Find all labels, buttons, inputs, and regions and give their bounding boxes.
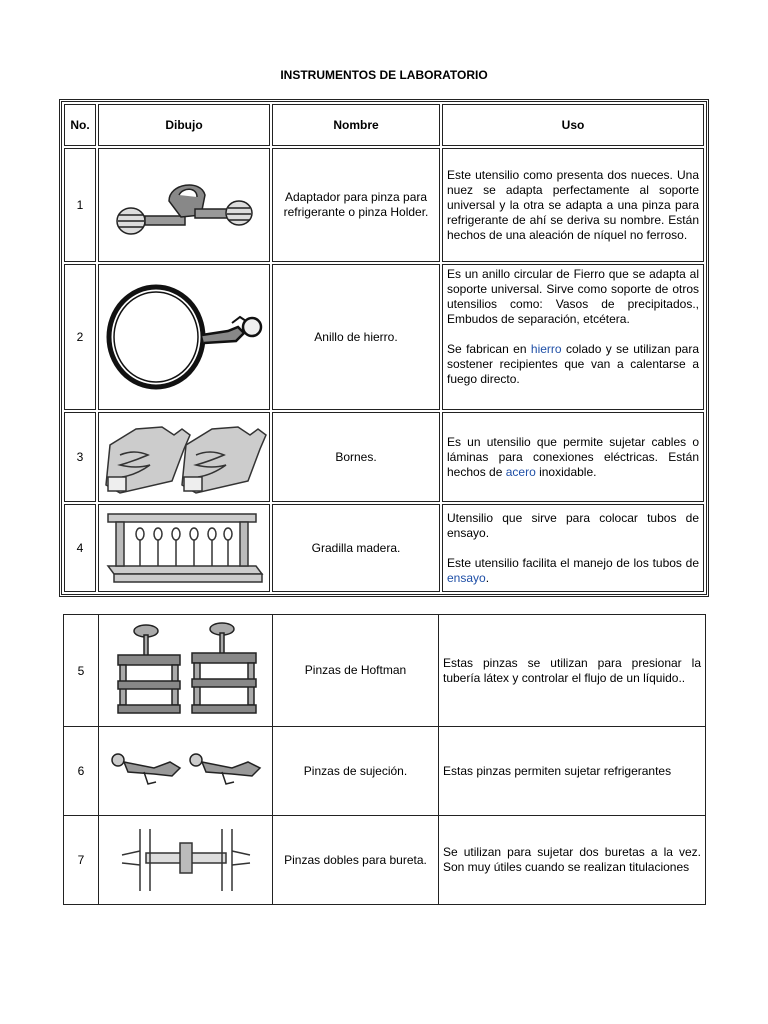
double-burette-clamp-icon [99, 816, 273, 905]
hoffman-clamps-icon [99, 615, 273, 727]
link-ensayo[interactable]: ensayo [447, 570, 486, 585]
table-row [64, 615, 706, 727]
table-row [64, 504, 704, 592]
instrument-name: Pinzas dobles para bureta. [273, 816, 439, 905]
terminal-clamps-icon [98, 412, 270, 502]
table-row [64, 727, 706, 816]
header-no: No. [64, 104, 96, 146]
row-number: 7 [64, 816, 99, 905]
instrument-use: Se utilizan para sujetar dos buretas a la vez. Son muy útiles cuando se realizan titulaciones [439, 816, 706, 905]
wooden-test-tube-rack-icon [98, 504, 270, 592]
table-row [64, 264, 704, 410]
instrument-use: Utensilio que sirve para colocar tubos de ensayo. Este utensilio facilita el manejo de los tubos de ensayo. [442, 504, 704, 592]
row-number: 2 [64, 264, 96, 410]
holding-clamps-icon [99, 727, 273, 816]
instrument-use: Estas pinzas permiten sujetar refrigerantes [439, 727, 706, 816]
instruments-table-continued [63, 614, 706, 905]
row-number: 1 [64, 148, 96, 262]
instrument-use: Este utensilio como presenta dos nueces. Una nuez se adapta perfectamente al soporte universal y la otra se adapta a una pinza para refrigerante de ahí se deriva su nombre. Están hechos de una aleación de níquel no ferroso. [442, 148, 704, 262]
row-number: 3 [64, 412, 96, 502]
row-number: 6 [64, 727, 99, 816]
header-nombre: Nombre [272, 104, 440, 146]
instrument-name: Pinzas de Hoftman [273, 615, 439, 727]
instrument-use: Estas pinzas se utilizan para presionar la tubería látex y controlar el flujo de un líquido.. [439, 615, 706, 727]
header-dibujo: Dibujo [98, 104, 270, 146]
link-hierro[interactable]: hierro [530, 342, 562, 356]
instrument-name: Bornes. [272, 412, 440, 502]
instruments-table [59, 99, 709, 597]
instrument-use: Es un anillo circular de Fierro que se adapta al soporte universal. Sirve como soporte de otros utensilios como: Vasos de precipitados., Embudos de separación, etcétera. Se fabrican en hierro colado y se utilizan para sostener recipientes que van a calentarse a fuego directo. [442, 264, 704, 410]
instrument-name: Adaptador para pinza para refrigerante o pinza Holder. [272, 148, 440, 262]
link-acero[interactable]: acero [505, 464, 536, 479]
table-row [64, 816, 706, 905]
table-row [64, 412, 704, 502]
table-row [64, 148, 704, 262]
instrument-use: Es un utensilio que permite sujetar cables o láminas para conexiones eléctricas. Están hechos de acero inoxidable. [442, 412, 704, 502]
instrument-name: Pinzas de sujeción. [273, 727, 439, 816]
holder-clamp-adapter-icon [98, 148, 270, 262]
table-header-row [64, 104, 704, 146]
iron-ring-icon [98, 264, 270, 410]
page-title: INSTRUMENTOS DE LABORATORIO [280, 68, 488, 82]
row-number: 4 [64, 504, 96, 592]
instrument-name: Gradilla madera. [272, 504, 440, 592]
instrument-name: Anillo de hierro. [272, 264, 440, 410]
header-uso: Uso [442, 104, 704, 146]
row-number: 5 [64, 615, 99, 727]
